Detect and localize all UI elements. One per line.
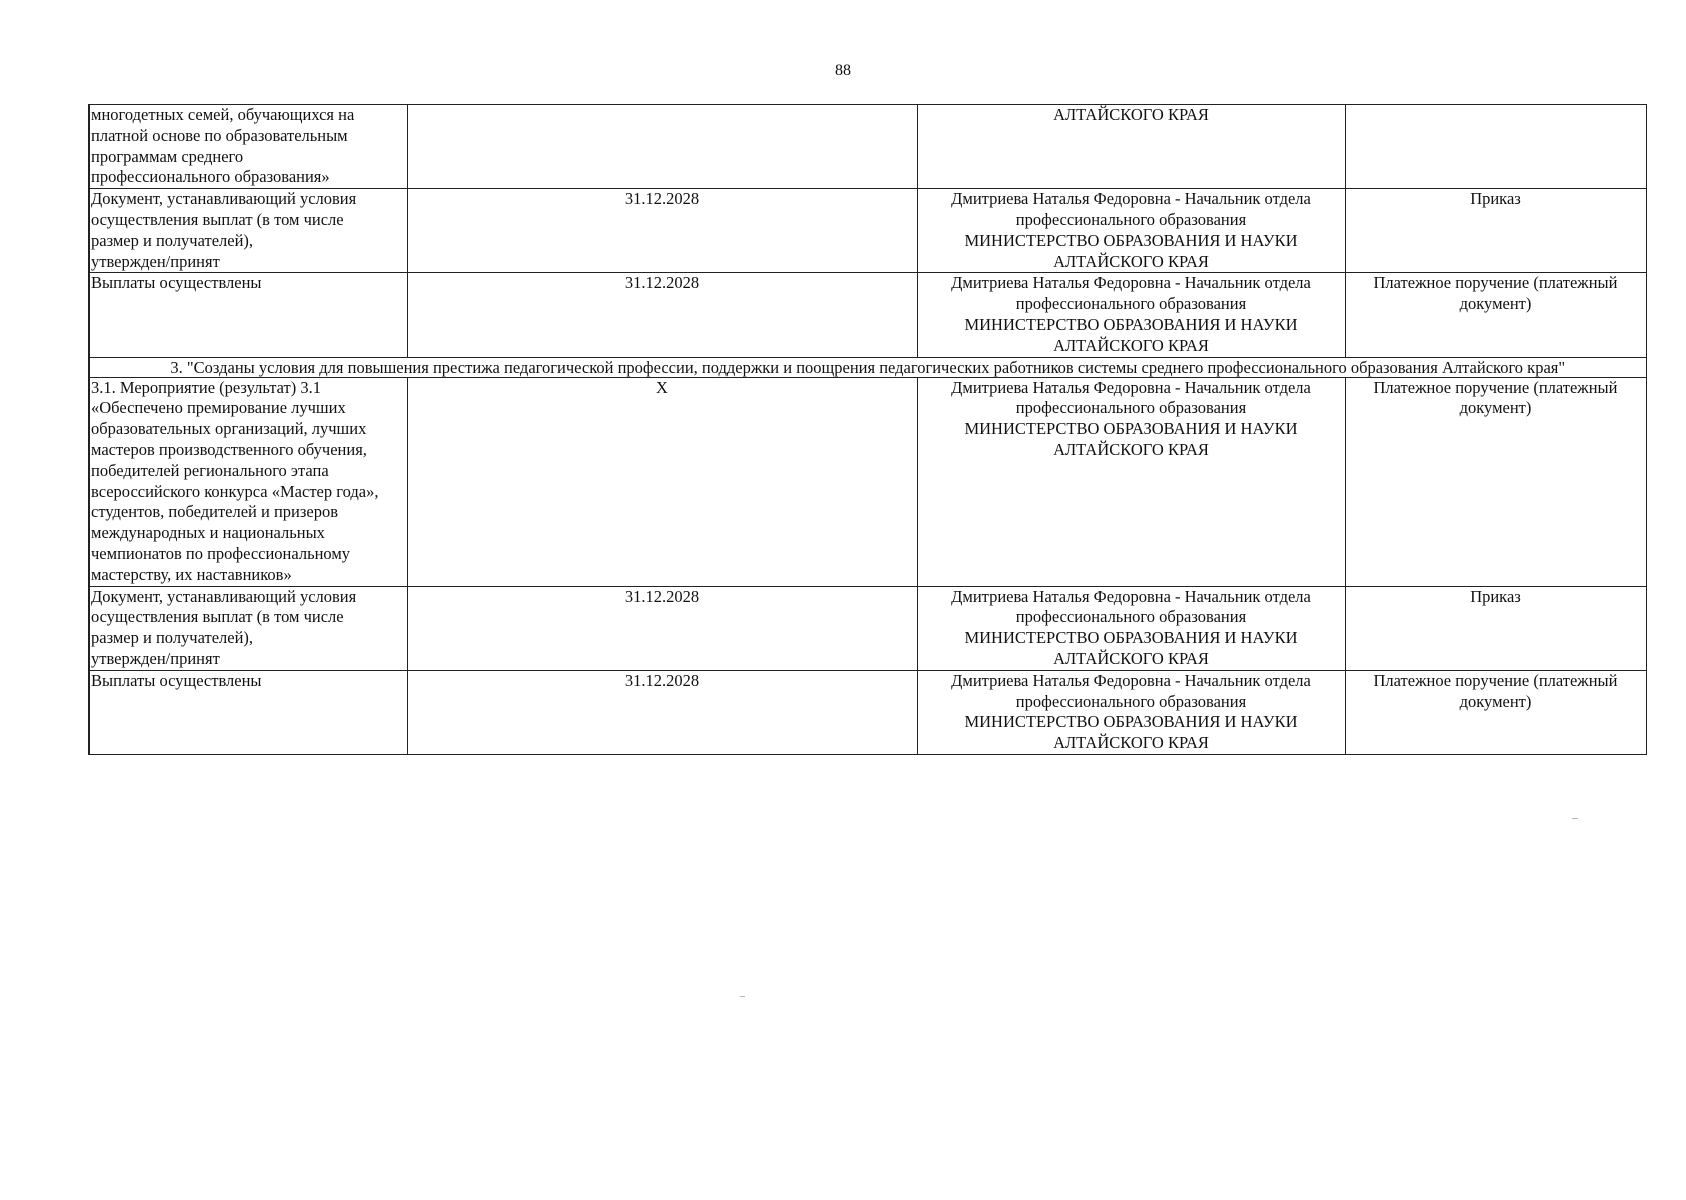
responsible-cell (917, 670, 1345, 754)
cell-line: Приказ (1470, 189, 1521, 209)
cell-line: платной основе по образовательным (91, 125, 348, 145)
cell-line: профессионального образования (1015, 209, 1247, 229)
deadline-cell: X (407, 377, 917, 586)
cell-line: Выплаты осуществлены (91, 273, 262, 293)
cell-line: программам среднего (91, 146, 244, 166)
result-name-cell (89, 189, 407, 273)
cell-line: МИНИСТЕРСТВО ОБРАЗОВАНИЯ И НАУКИ (964, 314, 1298, 334)
cell-line: Выплаты осуществлены (91, 670, 262, 690)
document-type-cell (1345, 377, 1646, 586)
cell-line: АЛТАЙСКОГО КРАЯ (1053, 335, 1209, 355)
cell-line: Дмитриева Наталья Федоровна - Начальник отдела (951, 586, 1311, 606)
cell-line: «Обеспечено премирование лучших (91, 398, 346, 418)
deadline-cell: 31.12.2028 (407, 273, 917, 357)
cell-line: Платежное поручение (платежный (1373, 377, 1618, 397)
result-name-cell (89, 670, 407, 754)
deadline-cell: 31.12.2028 (407, 670, 917, 754)
result-name-cell (89, 273, 407, 357)
cell-line: Дмитриева Наталья Федоровна - Начальник отдела (951, 670, 1311, 690)
document-type-cell (1345, 105, 1646, 189)
result-name-cell (89, 105, 407, 189)
cell-line: осуществления выплат (в том числе (91, 607, 344, 627)
cell-line: профессионального образования (1015, 691, 1247, 711)
section-title: 3. "Созданы условия для повышения престижа педагогической профессии, поддержки и поощрения педагогических работников системы среднего профессионального образования Алтайского края" (89, 357, 1646, 377)
cell-line: профессионального образования (1015, 294, 1247, 314)
cell-line: размер и получателей), (91, 628, 254, 648)
cell-line: профессионального образования (1015, 398, 1247, 418)
cell-line: осуществления выплат (в том числе (91, 209, 344, 229)
cell-line: утвержден/принят (91, 648, 220, 668)
scan-artifact (740, 996, 745, 997)
scan-artifact (1572, 818, 1578, 819)
cell-line: документ) (1459, 691, 1532, 711)
cell-line: образовательных организаций, лучших (91, 419, 367, 439)
cell-line: многодетных семей, обучающихся на (91, 105, 355, 124)
cell-line: АЛТАЙСКОГО КРАЯ (1053, 648, 1209, 668)
table-row (89, 189, 1646, 273)
result-name-cell (89, 377, 407, 586)
cell-line: Документ, устанавливающий условия (91, 586, 357, 606)
cell-line: Документ, устанавливающий условия (91, 189, 357, 209)
cell-line: АЛТАЙСКОГО КРАЯ (1053, 251, 1209, 271)
cell-line: Дмитриева Наталья Федоровна - Начальник отдела (951, 273, 1311, 293)
table-row (89, 105, 1646, 189)
cell-line: студентов, победителей и призеров (91, 502, 338, 522)
cell-line: Приказ (1470, 586, 1521, 606)
cell-line: МИНИСТЕРСТВО ОБРАЗОВАНИЯ И НАУКИ (964, 628, 1298, 648)
responsible-cell (917, 189, 1345, 273)
cell-line: документ) (1459, 398, 1532, 418)
cell-line: АЛТАЙСКОГО КРАЯ (1053, 733, 1209, 753)
responsible-cell (917, 105, 1345, 189)
cell-line: МИНИСТЕРСТВО ОБРАЗОВАНИЯ И НАУКИ (964, 419, 1298, 439)
cell-line: 3.1. Мероприятие (результат) 3.1 (91, 377, 322, 397)
cell-line: мастеров производственного обучения, (91, 439, 367, 459)
responsible-cell (917, 273, 1345, 357)
cell-line: Дмитриева Наталья Федоровна - Начальник отдела (951, 377, 1311, 397)
table-row (89, 377, 1646, 586)
table-row (89, 670, 1646, 754)
cell-line: профессионального образования» (91, 167, 330, 187)
responsible-cell (917, 586, 1345, 670)
deadline-cell: 31.12.2028 (407, 586, 917, 670)
cell-line: утвержден/принят (91, 251, 220, 271)
document-type-cell (1345, 273, 1646, 357)
cell-line: АЛТАЙСКОГО КРАЯ (1053, 439, 1209, 459)
plan-table (88, 104, 1647, 755)
cell-line: чемпионатов по профессиональному (91, 543, 351, 563)
cell-line: всероссийского конкурса «Мастер года», (91, 481, 379, 501)
cell-line: мастерству, их наставников» (91, 564, 292, 584)
document-type-cell (1345, 670, 1646, 754)
cell-line: АЛТАЙСКОГО КРАЯ (1053, 105, 1209, 124)
cell-line: Платежное поручение (платежный (1373, 670, 1618, 690)
deadline-cell (407, 105, 917, 189)
cell-line: международных и национальных (91, 523, 325, 543)
cell-line: размер и получателей), (91, 230, 254, 250)
document-type-cell (1345, 586, 1646, 670)
result-name-cell (89, 586, 407, 670)
cell-line: МИНИСТЕРСТВО ОБРАЗОВАНИЯ И НАУКИ (964, 712, 1298, 732)
cell-line: победителей регионального этапа (91, 460, 329, 480)
deadline-cell: 31.12.2028 (407, 189, 917, 273)
cell-line: Платежное поручение (платежный (1373, 273, 1618, 293)
cell-line: профессионального образования (1015, 607, 1247, 627)
document-type-cell (1345, 189, 1646, 273)
table-row (89, 586, 1646, 670)
cell-line: документ) (1459, 294, 1532, 314)
section-row (89, 357, 1646, 377)
page-number: 88 (835, 62, 851, 79)
cell-line: Дмитриева Наталья Федоровна - Начальник отдела (951, 189, 1311, 209)
cell-line: МИНИСТЕРСТВО ОБРАЗОВАНИЯ И НАУКИ (964, 230, 1298, 250)
table-row (89, 273, 1646, 357)
responsible-cell (917, 377, 1345, 586)
